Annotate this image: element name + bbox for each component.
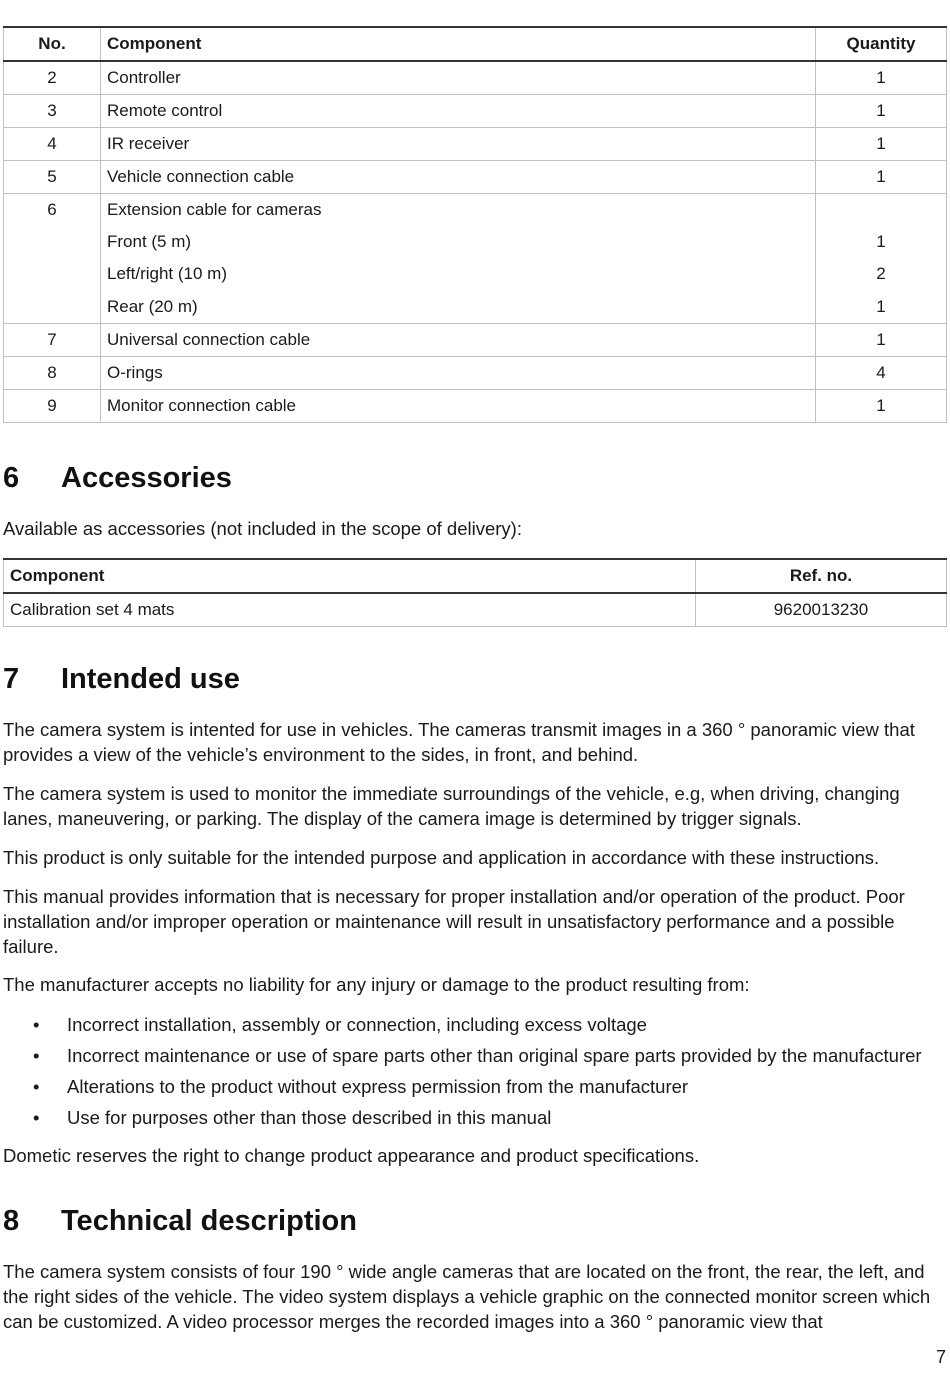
table-subrow bbox=[4, 226, 947, 259]
bullet-icon: • bbox=[33, 1107, 40, 1128]
cell-quantity: 1 bbox=[816, 127, 947, 160]
bullet-icon: • bbox=[33, 1076, 40, 1097]
cell-component: O-rings bbox=[101, 356, 816, 389]
table-row bbox=[4, 94, 947, 127]
list-item: • Incorrect maintenance or use of spare parts other than original spare parts provided by the manufacturer bbox=[33, 1045, 922, 1066]
cell-component: Monitor connection cable bbox=[101, 389, 816, 422]
section-number: 6 bbox=[3, 462, 20, 494]
cell-no: 8 bbox=[4, 356, 101, 389]
cell-component: Universal connection cable bbox=[101, 323, 816, 356]
cell-no: 5 bbox=[4, 160, 101, 193]
paragraph: This manual provides information that is necessary for proper installation and/or operation of the product. Poor installation and/or improper operation or maintenance will result in unsatisfactory performance and a possible failure. bbox=[3, 886, 905, 957]
bullet-icon: • bbox=[33, 1045, 40, 1066]
section-heading-technical-description bbox=[3, 1205, 357, 1238]
table-row bbox=[4, 323, 947, 356]
section-heading-intended-use bbox=[3, 663, 240, 696]
cell-no-empty bbox=[4, 226, 101, 259]
cell-component: Calibration set 4 mats bbox=[4, 593, 696, 626]
cell-component: Remote control bbox=[101, 94, 816, 127]
cell-no-empty bbox=[4, 258, 101, 291]
table-row bbox=[4, 127, 947, 160]
parts-table bbox=[3, 26, 947, 423]
table-subrow bbox=[4, 291, 947, 324]
cell-quantity: 1 bbox=[816, 226, 947, 259]
accessories-intro: Available as accessories (not included in the scope of delivery): bbox=[3, 518, 522, 539]
cell-component: Controller bbox=[101, 61, 816, 94]
cell-quantity: 2 bbox=[816, 258, 947, 291]
list-item: • Use for purposes other than those described in this manual bbox=[33, 1107, 552, 1128]
cell-component: Left/right (10 m) bbox=[101, 258, 816, 291]
cell-quantity: 1 bbox=[816, 389, 947, 422]
list-item: • Incorrect installation, assembly or connection, including excess voltage bbox=[33, 1014, 647, 1035]
header-component: Component bbox=[4, 559, 696, 593]
cell-no-empty bbox=[4, 291, 101, 324]
cell-quantity: 1 bbox=[816, 61, 947, 94]
cell-no: 6 bbox=[4, 193, 101, 226]
table-subrow bbox=[4, 258, 947, 291]
cell-component: Rear (20 m) bbox=[101, 291, 816, 324]
table-row bbox=[4, 593, 947, 626]
section-heading-accessories bbox=[3, 462, 232, 495]
header-ref-no: Ref. no. bbox=[696, 559, 947, 593]
cell-no: 9 bbox=[4, 389, 101, 422]
list-item: • Alterations to the product without express permission from the manufacturer bbox=[33, 1076, 689, 1097]
paragraph: The camera system is used to monitor the immediate surroundings of the vehicle, e.g, when driving, changing lanes, maneuvering, or parking. The display of the camera image is determined by trigger signals. bbox=[3, 783, 900, 829]
section-title: Technical description bbox=[61, 1205, 357, 1237]
cell-component: IR receiver bbox=[101, 127, 816, 160]
cell-no: 3 bbox=[4, 94, 101, 127]
page-number: 7 bbox=[935, 1347, 946, 1367]
header-component: Component bbox=[101, 27, 816, 61]
cell-no: 4 bbox=[4, 127, 101, 160]
table-row bbox=[4, 356, 947, 389]
cell-ref-no: 9620013230 bbox=[696, 593, 947, 626]
table-row bbox=[4, 389, 947, 422]
cell-quantity: 1 bbox=[816, 291, 947, 324]
table-row bbox=[4, 160, 947, 193]
accessories-table bbox=[3, 558, 947, 627]
cell-no: 2 bbox=[4, 61, 101, 94]
bullet-icon: • bbox=[33, 1014, 40, 1035]
paragraph: The camera system consists of four 190 ° wide angle cameras that are located on the front, the rear, the left, and the right sides of the vehicle. The video system displays a vehicle graphic on the connected monitor screen which can be customized. A video processor merges the recorded images into a 360 ° panoramic view that bbox=[3, 1261, 931, 1332]
paragraph: The camera system is intented for use in vehicles. The cameras transmit images in a 360 ° panoramic view that provides a view of the vehicle’s environment to the sides, in front, and behind. bbox=[3, 719, 915, 765]
cell-quantity bbox=[816, 193, 947, 226]
section-number: 7 bbox=[3, 663, 20, 695]
cell-component: Extension cable for cameras bbox=[101, 193, 816, 226]
section-number: 8 bbox=[3, 1205, 20, 1237]
header-quantity: Quantity bbox=[816, 27, 947, 61]
header-no: No. bbox=[4, 27, 101, 61]
liability-list bbox=[3, 1012, 947, 1136]
table-row bbox=[4, 61, 947, 94]
cell-quantity: 1 bbox=[816, 160, 947, 193]
accessories-table-header bbox=[4, 559, 947, 593]
table-row bbox=[4, 193, 947, 226]
paragraph: The manufacturer accepts no liability for any injury or damage to the product resulting from: bbox=[3, 974, 750, 995]
cell-component: Front (5 m) bbox=[101, 226, 816, 259]
paragraph: This product is only suitable for the intended purpose and application in accordance with these instructions. bbox=[3, 847, 880, 868]
parts-table-header bbox=[4, 27, 947, 61]
cell-quantity: 1 bbox=[816, 94, 947, 127]
cell-quantity: 4 bbox=[816, 356, 947, 389]
section-title: Accessories bbox=[61, 462, 232, 494]
paragraph: Dometic reserves the right to change product appearance and product specifications. bbox=[3, 1145, 700, 1166]
cell-no: 7 bbox=[4, 323, 101, 356]
section-title: Intended use bbox=[61, 663, 240, 695]
cell-component: Vehicle connection cable bbox=[101, 160, 816, 193]
cell-quantity: 1 bbox=[816, 323, 947, 356]
